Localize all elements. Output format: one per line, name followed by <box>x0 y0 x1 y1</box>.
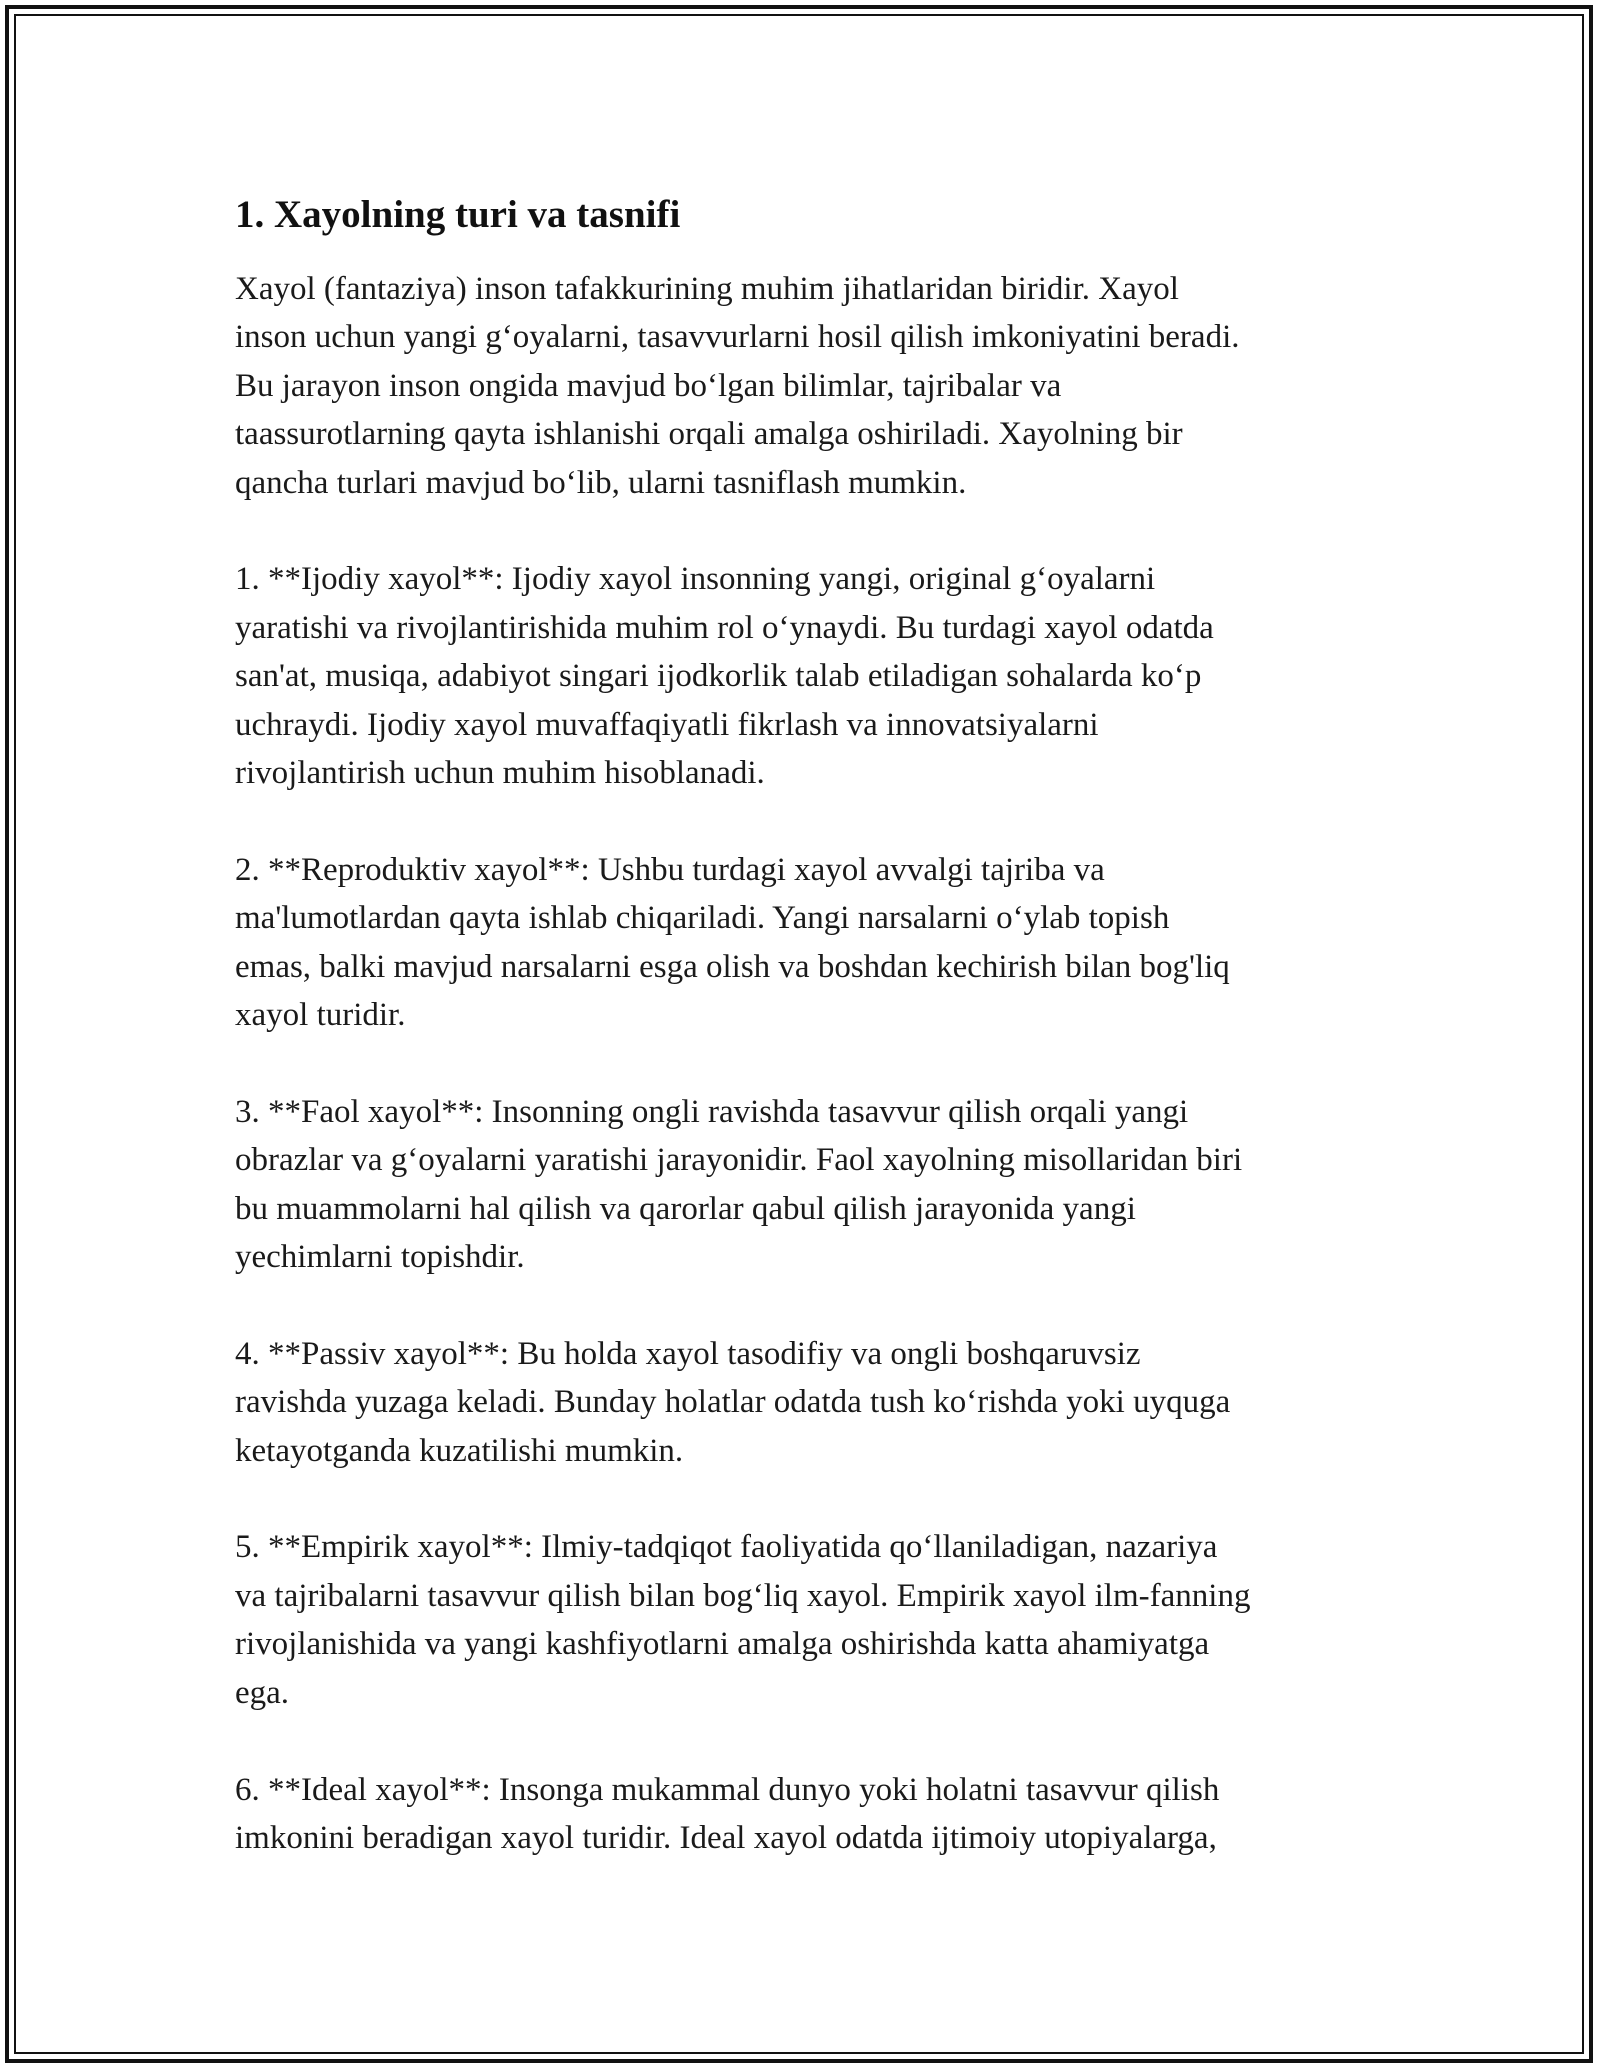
list-item-reproductive: 2. **Reproduktiv xayol**: Ushbu turdagi xayol avvalgi tajriba va ma'lumotlardan qayta ishlab chiqariladi. Yangi narsalarni o‘ylab topish emas, balki mavjud narsalarni esga olish va boshdan kechirish bilan bog'liq xayol turidir. <box>235 851 1230 1034</box>
list-item-active: 3. **Faol xayol**: Insonning ongli ravishda tasavvur qilish orqali yangi obrazlar va g‘oyalarni yaratishi jarayonidir. Faol xayolning misollaridan biri bu muammolarni hal qilish va qarorlar qabul qilish jarayonida yangi yechimlarni topishdir. <box>235 1093 1243 1276</box>
list-item-ideal: 6. **Ideal xayol**: Insonga mukammal dunyo yoki holatni tasavvur qilish imkonini beradigan xayol turidir. Ideal xayol odatda ijtimoiy utopiyalarga, <box>235 1771 1220 1856</box>
list-item-empirical: 5. **Empirik xayol**: Ilmiy-tadqiqot faoliyatida qo‘llaniladigan, nazariya va tajribalarni tasavvur qilish bilan bog‘liq xayol. Empirik xayol ilm-fanning rivojlanishida va yangi kashfiyotlarni amalga oshirishda katta ahamiyatga ega. <box>235 1529 1251 1711</box>
section-heading: 1. Xayolning turi va tasnifi <box>235 193 681 236</box>
intro-paragraph: Xayol (fantaziya) inson tafakkurining muhim jihatlaridan biridir. Xayol inson uchun yangi g‘oyalarni, tasavvurlarni hosil qilish imkoniyatini beradi. Bu jarayon inson ongida mavjud bo‘lgan bilimlar, tajribalar va taassurotlarning qayta ishlanishi orqali amalga oshiriladi. Xayolning bir qancha turlari mavjud bo‘lib, ularni tasniflash mumkin. <box>235 271 1240 501</box>
list-item-passive: 4. **Passiv xayol**: Bu holda xayol tasodifiy va ongli boshqaruvsiz ravishda yuzaga keladi. Bunday holatlar odatda tush ko‘rishda yoki uyquga ketayotganda kuzatilishi mumkin. <box>235 1335 1231 1469</box>
list-item-creative: 1. **Ijodiy xayol**: Ijodiy xayol insonning yangi, original g‘oyalarni yaratishi va rivojlantirishida muhim rol o‘ynaydi. Bu turdagi xayol odatda san'at, musiqa, adabiyot singari ijodkorlik talab etiladigan sohalarda ko‘p uchraydi. Ijodiy xayol muvaffaqiyatli fikrlash va innovatsiyalarni rivojlantirish uchun muhim hisoblanadi. <box>235 561 1214 792</box>
document-body <box>235 190 1375 1911</box>
